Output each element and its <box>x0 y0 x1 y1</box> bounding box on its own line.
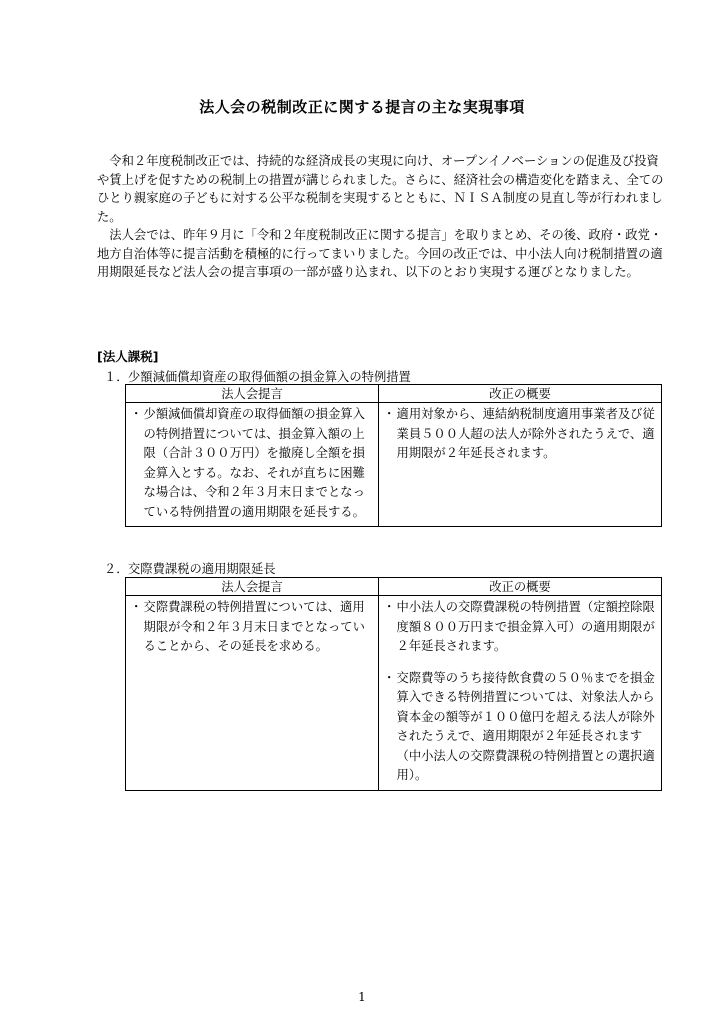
intro-paragraph: 令和２年度税制改正では、持続的な経済成長の実現に向け、オープンイノベーションの促進及び投資や賃上げを促すための税制上の措置が講じられました。さらに、経済社会の構造変化を踏まえ、全てのひとり親家庭の子どもに対する公平な税制を実現するとともに、ＮＩＳＡ制度の見直し等が行われました。 <box>97 154 664 224</box>
item-title-text: 交際費課税の適用期限延長 <box>128 562 276 576</box>
item-number: １． <box>104 370 129 384</box>
summary-cell <box>379 403 662 527</box>
intro-paragraph: 法人会では、昨年９月に「令和２年度税制改正に関する提言」を取りまとめ、その後、政府・政党・地方自治体等に提言活動を積極的に行ってまいりました。今回の改正では、中小法人向け税制措置の適用期限延長など法人会の提言事項の一部が盛り込まれ、以下のとおり実現する運びとなりました。 <box>97 228 663 279</box>
proposal-table <box>125 384 662 527</box>
item-title <box>104 367 411 385</box>
summary-text: 適用対象から、連結納税制度適用事業者及び従業員５００人超の法人が除外されたうえで、適用期限が２年延長されます。 <box>396 407 655 460</box>
summary-text: 中小法人の交際費課税の特例措置（定額控除限度額８００万円まで損金算入可）の適用期限が２年延長されます。 <box>396 600 655 653</box>
summary-text: 交際費等のうち接待飲食費の５０％までを損金算入できる特例措置については、対象法人から資本金の額等が１００億円を超える法人が除外されたうえで、適用期限が２年延長されます（中小法人の交際費課税の特例措置との選択適用）。 <box>396 670 655 782</box>
bullet-mark: ・ <box>383 407 396 421</box>
item-number: ２． <box>104 562 129 576</box>
bullet-mark: ・ <box>383 670 396 685</box>
list-item <box>130 405 374 522</box>
list-item <box>383 405 657 464</box>
bullet-mark: ・ <box>130 600 143 614</box>
section-heading: [法人課税] <box>97 349 159 364</box>
summary-column-header: 改正の概要 <box>379 578 662 596</box>
proposal-cell <box>126 403 379 527</box>
proposal-column-header: 法人会提言 <box>126 578 379 596</box>
bullet-mark: ・ <box>130 407 143 421</box>
item-title <box>104 559 276 577</box>
page-number: 1 <box>358 990 366 1004</box>
proposal-table <box>125 577 662 791</box>
summary-column-header: 改正の概要 <box>379 385 662 403</box>
list-item <box>383 598 657 657</box>
proposal-column-header: 法人会提言 <box>126 385 379 403</box>
intro-text <box>97 152 665 282</box>
page-title: 法人会の税制改正に関する提言の主な実現事項 <box>199 98 525 116</box>
list-item <box>383 669 657 786</box>
list-item <box>130 598 374 657</box>
proposal-cell <box>126 596 379 791</box>
proposal-text: 少額減価償却資産の取得価額の損金算入の特例措置については、損金算入額の上限（合計３００万円）を撤廃し全額を損金算入とする。なお、それが直ちに困難な場合は、令和２年３月末日までとなっている特例措置の適用期限を延長する。 <box>143 407 365 519</box>
item-title-text: 少額減価償却資産の取得価額の損金算入の特例措置 <box>128 370 411 384</box>
summary-cell <box>379 596 662 791</box>
proposal-text: 交際費課税の特例措置については、適用期限が令和２年３月末日までとなっていることから、その延長を求める。 <box>143 600 365 653</box>
bullet-mark: ・ <box>383 600 396 614</box>
